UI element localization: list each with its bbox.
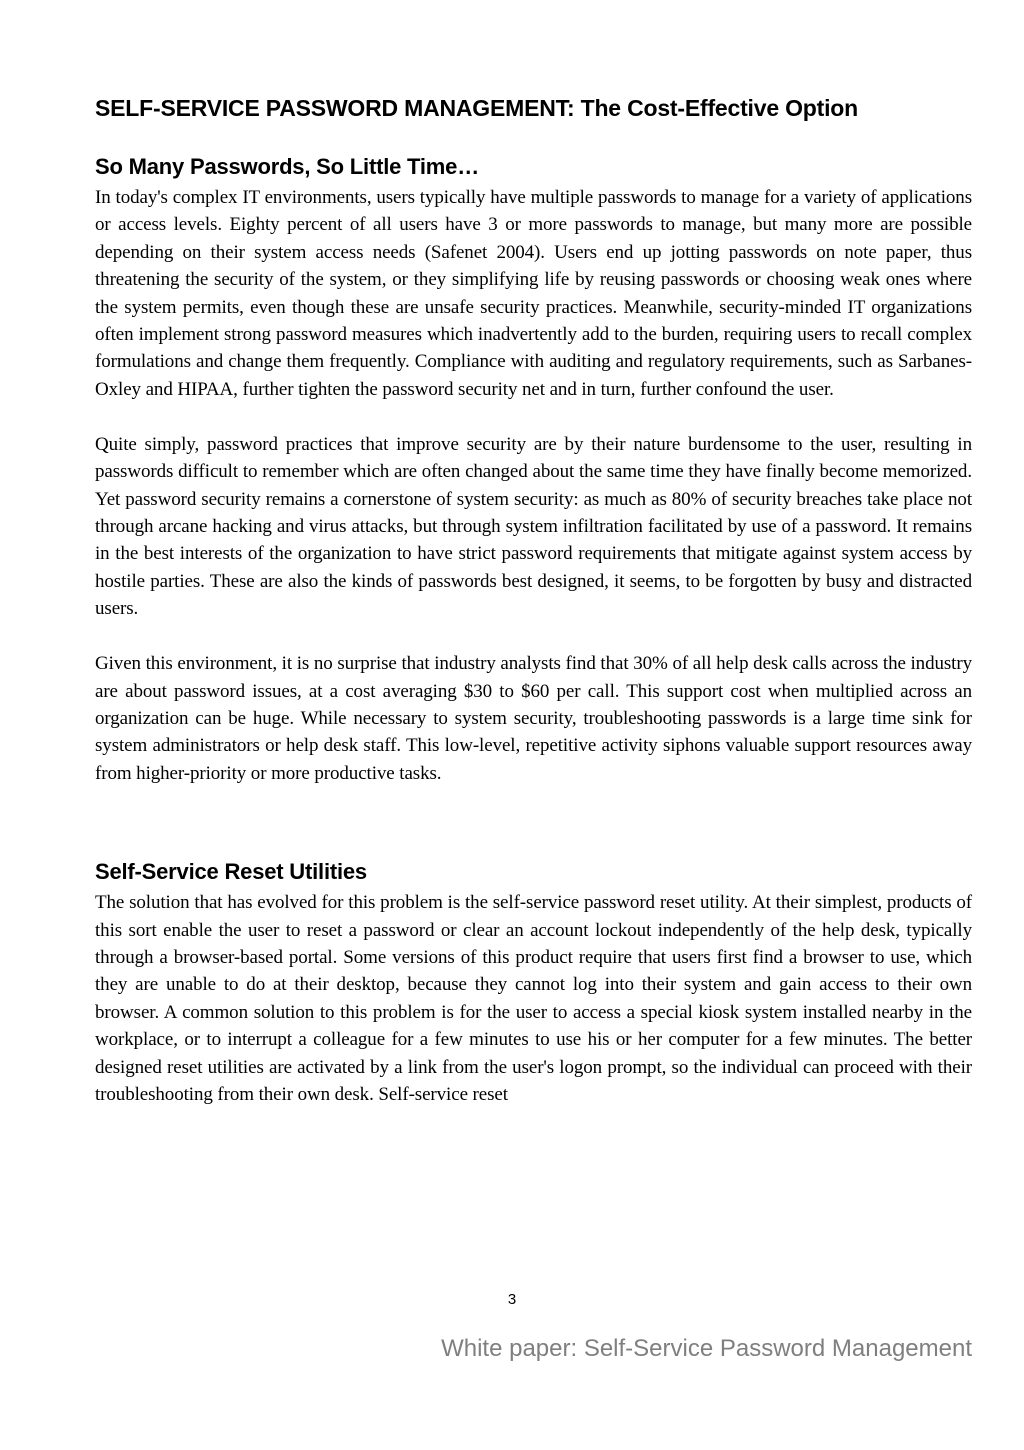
paragraph: The solution that has evolved for this problem is the self-service password reset utility. At their simplest, products of this sort enable the user to reset a password or clear an account lockout independently of the help desk, typically through a browser-based portal. Some versions of this product require that users first find a browser to use, which they are unable to do at their desktop, because they cannot log into their system and gain access to their own browser. A common solution to this problem is for the user to access a special kiosk system installed nearby in the workplace, or to interrupt a colleague for a few minutes to use his or her computer for a few minutes. The better designed reset utilities are activated by a link from the user's logon prompt, so the individual can proceed with their troubleshooting from their own desk. Self-service reset (95, 892, 972, 1105)
paragraph: Quite simply, password practices that improve security are by their nature burdensome to the user, resulting in passwords difficult to remember which are often changed about the same time they have finally become memorized. Yet password security remains a cornerstone of system security: as much as 80% of security breaches take place not through arcane hacking and virus attacks, but through system infiltration facilitated by use of a password. It remains in the best interests of the organization to have strict password requirements that mitigate against system access by hostile parties. These are also the kinds of passwords best designed, it seems, to be forgotten by busy and distracted users. (95, 433, 972, 620)
document-title: SELF-SERVICE PASSWORD MANAGEMENT: The Cost-Effective Option (95, 95, 859, 121)
page-footer: White paper: Self-Service Password Management (441, 1335, 972, 1362)
paragraph: Given this environment, it is no surprise that industry analysts find that 30% of all help desk calls across the industry are about password issues, at a cost averaging $30 to $60 per call. This support cost when multiplied across an organization can be huge. While necessary to system security, troubleshooting passwords is a large time sink for system administrators or help desk staff. This low-level, repetitive activity siphons valuable support resources away from higher-priority or more productive tasks. (95, 653, 972, 784)
paragraph: In today's complex IT environments, users typically have multiple passwords to manage for a variety of applications or access levels. Eighty percent of all users have 3 or more passwords to manage, but many more are possible depending on their system access needs (Safenet 2004). Users end up jotting passwords on note paper, thus threatening the security of the system, or they simplifying life by reusing passwords or choosing weak ones where the system permits, even though these are unsafe security practices. Meanwhile, security-minded IT organizations often implement strong password measures which inadvertently add to the burden, requiring users to recall complex formulations and change them frequently. Compliance with auditing and regulatory requirements, such as Sarbanes-Oxley and HIPAA, further tighten the password security net and in turn, further confound the user. (95, 187, 972, 400)
section-heading: Self-Service Reset Utilities (95, 859, 367, 885)
section-heading: So Many Passwords, So Little Time… (95, 154, 480, 179)
section-spacer (95, 787, 972, 857)
section-so-many-passwords (95, 152, 972, 787)
document-page (95, 88, 972, 1108)
section-self-service-reset-utilities (95, 857, 972, 1108)
page-number: 3 (507, 1291, 517, 1308)
